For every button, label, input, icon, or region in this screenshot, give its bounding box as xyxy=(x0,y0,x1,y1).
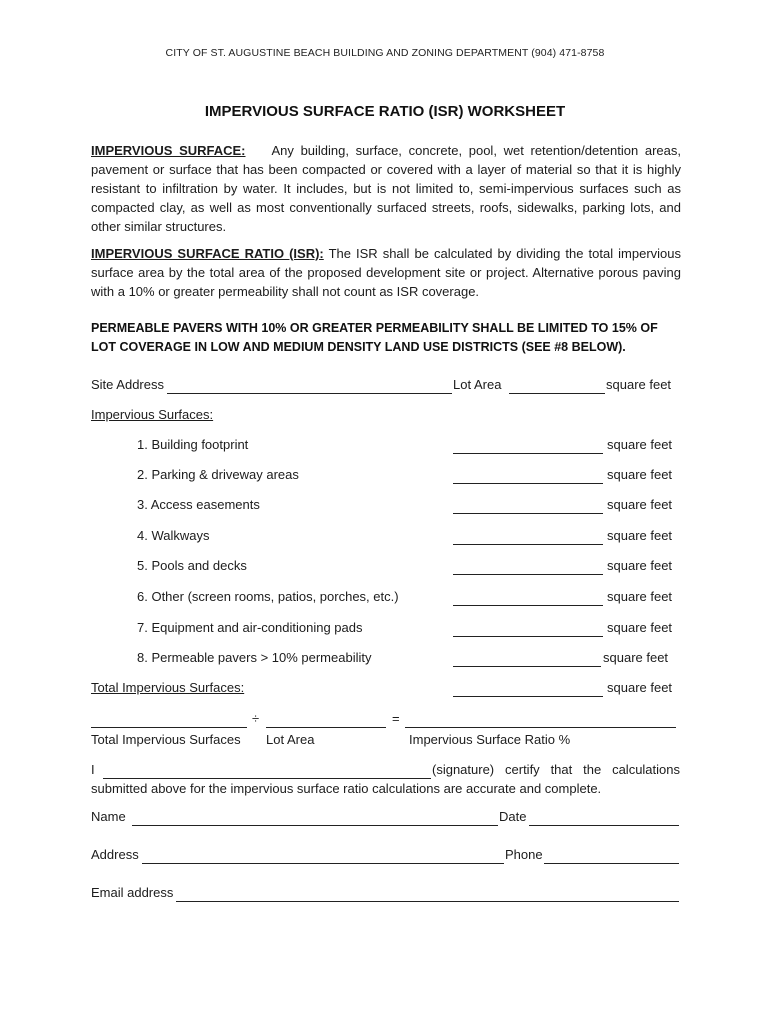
equipment-pads-field[interactable] xyxy=(453,621,603,637)
formula-total-field[interactable] xyxy=(91,712,247,728)
isr-text: The ISR shall be calculated by dividing the total impervious surface area by the total area of the proposed development site or project. Alternative porous paving with a 10% or greater permeability shall not count as ISR coverage. xyxy=(91,246,681,299)
name-label: Name xyxy=(91,809,126,824)
address-label: Address xyxy=(91,847,139,862)
list-item-label: 1. Building footprint xyxy=(137,437,249,452)
name-field[interactable] xyxy=(132,810,498,826)
lot-area-label: Lot Area xyxy=(453,377,502,392)
total-impervious-unit: square feet xyxy=(607,680,673,695)
formula-label-lot: Lot Area xyxy=(266,732,315,747)
list-item-unit: square feet xyxy=(607,437,673,452)
divide-sign: ÷ xyxy=(252,711,260,726)
list-item-unit: square feet xyxy=(603,650,669,665)
list-item-label: 6. Other (screen rooms, patios, porches, etc.) xyxy=(137,589,399,604)
certification-prefix: I xyxy=(91,762,95,777)
list-item-label: 2. Parking & driveway areas xyxy=(137,467,299,482)
impervious-surface-term: IMPERVIOUS SURFACE: xyxy=(91,143,246,158)
formula-ratio-field[interactable] xyxy=(405,712,676,728)
impervious-surfaces-heading: Impervious Surfaces: xyxy=(91,407,214,422)
list-item-label: 7. Equipment and air-conditioning pads xyxy=(137,620,363,635)
impervious-surface-text: Any building, surface, concrete, pool, wet retention/detention areas, pavement or surface that has been compacted or covered with a layer of material so that it is highly resistant to infiltration by water. It includes, but is not limited to, semi-impervious surfaces such as compacted clay, as well as most conventionally surfaced streets, roofs, sidewalks, parking lots, and other similar structures. xyxy=(91,143,681,234)
list-item-unit: square feet xyxy=(607,497,673,512)
list-item-unit: square feet xyxy=(607,467,673,482)
department-header: CITY OF ST. AUGUSTINE BEACH BUILDING AND ZONING DEPARTMENT (904) 471-8758 xyxy=(165,47,605,59)
list-item-label: 8. Permeable pavers > 10% permeability xyxy=(137,650,372,665)
pools-decks-field[interactable] xyxy=(453,559,603,575)
formula-label-total: Total Impervious Surfaces xyxy=(91,732,241,747)
date-label: Date xyxy=(499,809,527,824)
lot-area-unit: square feet xyxy=(606,377,672,392)
signature-field[interactable] xyxy=(103,763,431,779)
phone-label: Phone xyxy=(505,847,543,862)
isr-definition xyxy=(91,244,681,301)
impervious-surface-definition xyxy=(91,141,681,236)
walkways-field[interactable] xyxy=(453,529,603,545)
access-easements-field[interactable] xyxy=(453,498,603,514)
list-item-unit: square feet xyxy=(607,528,673,543)
site-address-field[interactable] xyxy=(167,378,452,394)
certification-signature-text: (signature) certify that the calculations xyxy=(432,762,680,777)
date-field[interactable] xyxy=(529,810,679,826)
isr-term: IMPERVIOUS SURFACE RATIO (ISR): xyxy=(91,246,324,261)
email-label: Email address xyxy=(91,885,174,900)
formula-label-ratio: Impervious Surface Ratio % xyxy=(409,732,571,747)
site-address-label: Site Address xyxy=(91,377,164,392)
permeable-pavers-field[interactable] xyxy=(453,651,601,667)
list-item-label: 3. Access easements xyxy=(137,497,260,512)
address-field[interactable] xyxy=(142,848,504,864)
other-structures-field[interactable] xyxy=(453,590,603,606)
list-item-unit: square feet xyxy=(607,558,673,573)
building-footprint-field[interactable] xyxy=(453,438,603,454)
list-item-label: 5. Pools and decks xyxy=(137,558,247,573)
certification-line2: submitted above for the impervious surface ratio calculations are accurate and complete. xyxy=(91,781,602,796)
parking-driveway-field[interactable] xyxy=(453,468,603,484)
list-item-label: 4. Walkways xyxy=(137,528,210,543)
total-impervious-field[interactable] xyxy=(453,681,603,697)
email-field[interactable] xyxy=(176,886,679,902)
permeable-pavers-notice: PERMEABLE PAVERS WITH 10% OR GREATER PERMEABILITY SHALL BE LIMITED TO 15% OF LOT COVERAGE IN LOW AND MEDIUM DENSITY LAND USE DISTRICTS (SEE #8 BELOW). xyxy=(91,321,658,354)
lot-area-field[interactable] xyxy=(509,378,605,394)
list-item-unit: square feet xyxy=(607,620,673,635)
phone-field[interactable] xyxy=(544,848,679,864)
equals-sign: = xyxy=(392,711,400,726)
total-impervious-label: Total Impervious Surfaces: xyxy=(91,680,245,695)
formula-lot-area-field[interactable] xyxy=(266,712,386,728)
page-title: IMPERVIOUS SURFACE RATIO (ISR) WORKSHEET xyxy=(204,103,566,120)
list-item-unit: square feet xyxy=(607,589,673,604)
